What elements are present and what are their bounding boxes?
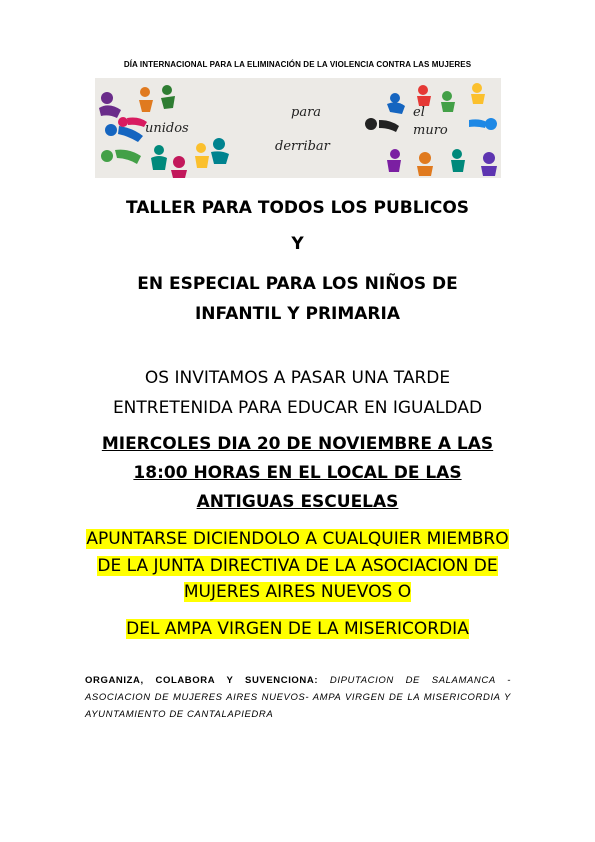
signup-text-4: DEL AMPA VIRGEN DE LA MISERICORDIA [126, 619, 469, 639]
footer-credits [85, 672, 511, 723]
invite-line-2: ENTRETENIDA PARA EDUCAR EN IGUALDAD [112, 398, 483, 418]
banner-word-unidos: unidos [145, 121, 189, 136]
signup-text-2: DE LA JUNTA DIRECTIVA DE LA ASOCIACION DE [97, 556, 498, 576]
banner-figures [95, 78, 501, 178]
signup-line-2 [0, 556, 595, 576]
when-line-3 [0, 492, 595, 512]
when-line-2 [0, 463, 595, 483]
when-line-1 [0, 434, 595, 454]
signup-text-3: MUJERES AIRES NUEVOS O [183, 582, 412, 602]
workshop-line-4: INFANTIL Y PRIMARIA [194, 304, 401, 324]
workshop-line-1: TALLER PARA TODOS LOS PUBLICOS [125, 198, 470, 218]
when-text-3: ANTIGUAS ESCUELAS [196, 492, 399, 512]
invite-line-1: OS INVITAMOS A PASAR UNA TARDE [144, 368, 451, 388]
footer-label: ORGANIZA, COLABORA Y SUVENCIONA: [85, 675, 319, 686]
banner-image [95, 78, 501, 178]
banner-word-muro: muro [413, 123, 448, 138]
signup-text-1: APUNTARSE DICIENDOLO A CUALQUIER MIEMBRO [86, 529, 509, 549]
footer-text: DIPUTACION DE SALAMANCA - ASOCIACION DE MUJERES AIRES NUEVOS- AMPA VIRGEN DE LA MISERICORDIA Y AYUNTAMIENTO DE CANTALAPIEDRA [85, 675, 511, 720]
banner-word-el: el [413, 105, 425, 120]
workshop-line-3: EN ESPECIAL PARA LOS NIÑOS DE [137, 274, 458, 294]
header-title: DÍA INTERNACIONAL PARA LA ELIMINACIÓN DE LA VIOLENCIA CONTRA LAS MUJERES [123, 60, 472, 69]
when-text-2: 18:00 HORAS EN EL LOCAL DE LAS [133, 463, 462, 483]
signup-line-4 [0, 619, 595, 639]
when-text-1: MIERCOLES DIA 20 DE NOVIEMBRE A LAS [101, 434, 494, 454]
signup-line-1 [0, 529, 595, 549]
banner-word-derribar: derribar [275, 139, 330, 154]
workshop-line-2: Y [291, 234, 304, 254]
signup-line-3 [0, 582, 595, 602]
banner-word-para: para [291, 105, 322, 120]
